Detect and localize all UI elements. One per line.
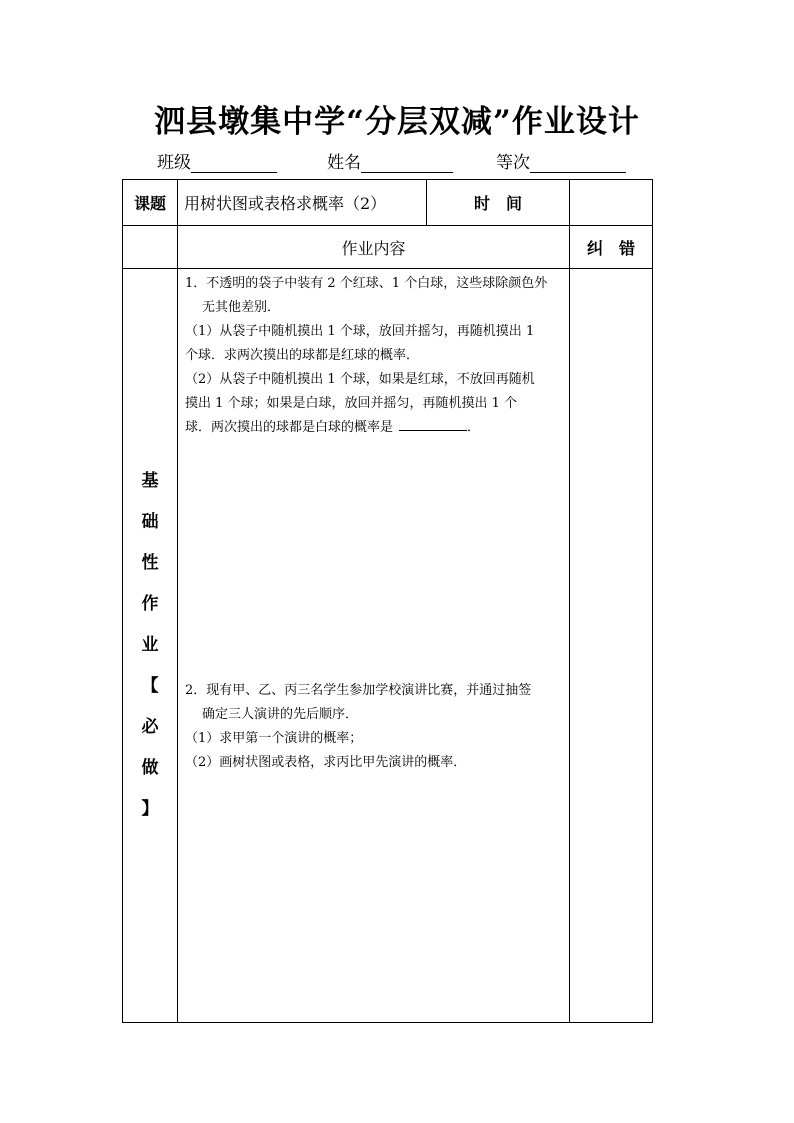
grade-label: 等次 — [496, 153, 530, 173]
section-label-char: 做 — [141, 758, 159, 778]
q1-line-end: ． — [467, 420, 481, 435]
topic-row — [123, 180, 653, 226]
section-label-char: 】 — [141, 799, 159, 819]
question-1 — [185, 272, 569, 440]
page-title: 泗县墩集中学“分层双减”作业设计 — [154, 104, 640, 140]
content-header: 作业内容 — [178, 226, 570, 269]
topic-header: 课题 — [123, 180, 178, 226]
time-value-cell[interactable] — [570, 180, 653, 226]
correction-cell[interactable] — [570, 269, 653, 1023]
empty-header-cell — [123, 226, 178, 269]
section-label-char: 作 — [141, 594, 159, 614]
q1-answer-line — [185, 416, 569, 440]
section-label — [123, 269, 178, 1023]
name-label: 姓名 — [327, 153, 361, 173]
question-2 — [185, 679, 569, 775]
class-blank[interactable] — [191, 154, 277, 173]
assignment-table — [122, 179, 653, 1023]
section-label-char: 【 — [141, 676, 159, 696]
q2-line: 确定三人演讲的先后顺序． — [202, 707, 359, 722]
q1-line: 无其他差别． — [202, 300, 281, 315]
section-label-char: 业 — [141, 635, 159, 655]
q1-line: 1．不透明的袋子中装有 2 个红球、1 个白球，这些球除颜色外 — [185, 276, 548, 291]
name-field[interactable] — [327, 148, 453, 173]
class-field[interactable] — [157, 148, 277, 173]
q2-line: （1）求甲第一个演讲的概率； — [185, 731, 363, 746]
grade-blank[interactable] — [530, 154, 626, 173]
content-header-row — [123, 226, 653, 269]
class-label: 班级 — [157, 153, 191, 173]
basic-homework-row — [123, 269, 653, 1023]
q1-answer-blank[interactable] — [399, 416, 467, 431]
q2-line: （2）画树状图或表格，求丙比甲先演讲的概率． — [185, 755, 467, 770]
q1-line: （1）从袋子中随机摸出 1 个球，放回并摇匀，再随机摸出 1 — [185, 324, 535, 339]
time-header: 时 间 — [427, 180, 570, 226]
homework-content — [178, 269, 570, 1023]
name-blank[interactable] — [361, 154, 453, 173]
q1-line: 球．两次摸出的球都是白球的概率是 — [185, 420, 394, 435]
correction-header: 纠 错 — [570, 226, 653, 269]
q1-line: 摸出 1 个球；如果是白球，放回并摇匀，再随机摸出 1 个 — [185, 396, 518, 411]
section-label-char: 性 — [141, 553, 159, 573]
section-label-char: 础 — [141, 512, 159, 532]
q2-line: 2．现有甲、乙、丙三名学生参加学校演讲比赛，并通过抽签 — [185, 683, 532, 698]
topic-value: 用树状图或表格求概率（2） — [178, 180, 427, 226]
section-label-char: 必 — [141, 717, 159, 737]
section-label-char: 基 — [141, 471, 159, 491]
q1-line: 个球．求两次摸出的球都是红球的概率． — [185, 348, 420, 363]
grade-field[interactable] — [496, 148, 626, 173]
q1-line: （2）从袋子中随机摸出 1 个球，如果是红球，不放回再随机 — [185, 372, 535, 387]
